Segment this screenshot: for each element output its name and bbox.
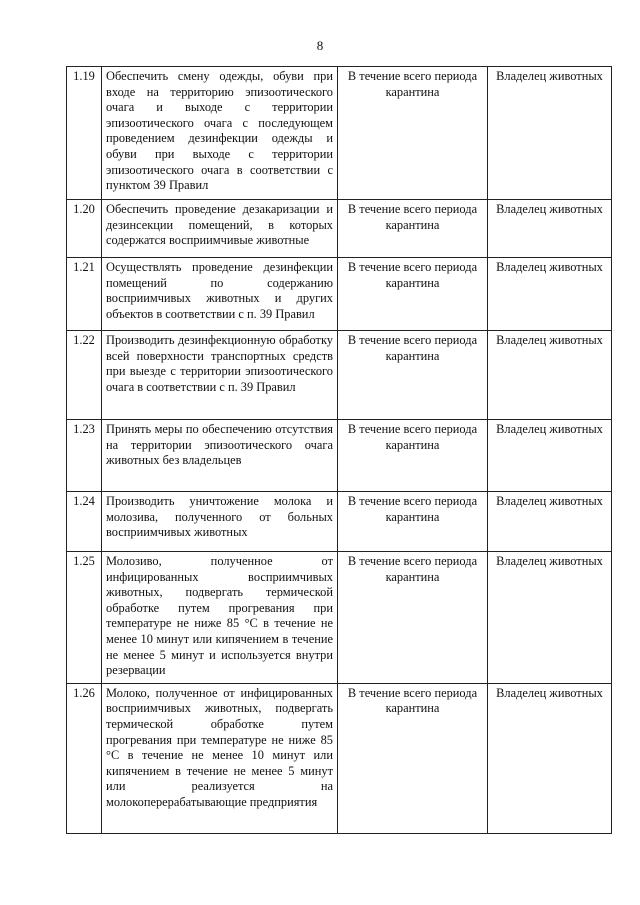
term-text: В течение всего периода карантина [338, 420, 488, 492]
term-text: В течение всего периода карантина [338, 331, 488, 420]
measures-table [66, 66, 612, 834]
responsible-text: Владелец животных [488, 200, 612, 258]
measure-text: Обеспечить смену одежды, обуви при входе на территорию эпизоотического очага и выходе с территории эпизоотического очага с последующем проведением дезинфекции одежды и обуви при выходе с территории эпизоотического очага в соответствии с пунктом 39 Правил [102, 67, 338, 200]
row-number: 1.24 [67, 492, 102, 552]
term-text: В течение всего периода карантина [338, 67, 488, 200]
responsible-text: Владелец животных [488, 67, 612, 200]
responsible-text: Владелец животных [488, 552, 612, 684]
table-row [67, 552, 612, 684]
measure-text: Молозиво, полученное от инфицированных восприимчивых животных, подвергать термической обработке путем прогревания при температуре не ниже 85 °С в течение не менее 10 минут или кипячением в течение не менее 5 минут и используется внутри резервации [102, 552, 338, 684]
row-number: 1.20 [67, 200, 102, 258]
term-text: В течение всего периода карантина [338, 683, 488, 833]
measure-text: Производить дезинфекционную обработку всей поверхности транспортных средств при выезде с территории эпизоотического очага в соответствии с п. 39 Правил [102, 331, 338, 420]
term-text: В течение всего периода карантина [338, 492, 488, 552]
row-number: 1.25 [67, 552, 102, 684]
table-row [67, 420, 612, 492]
table-row [67, 492, 612, 552]
responsible-text: Владелец животных [488, 683, 612, 833]
table-row [67, 200, 612, 258]
row-number: 1.22 [67, 331, 102, 420]
measure-text: Обеспечить проведение дезакаризации и дезинсекции помещений, в которых содержатся восприимчивые животные [102, 200, 338, 258]
row-number: 1.19 [67, 67, 102, 200]
measure-text: Осуществлять проведение дезинфекции помещений по содержанию восприимчивых животных и других объектов в соответствии с п. 39 Правил [102, 258, 338, 331]
table-row [67, 67, 612, 200]
row-number: 1.26 [67, 683, 102, 833]
responsible-text: Владелец животных [488, 258, 612, 331]
responsible-text: Владелец животных [488, 420, 612, 492]
table-row [67, 683, 612, 833]
responsible-text: Владелец животных [488, 331, 612, 420]
term-text: В течение всего периода карантина [338, 200, 488, 258]
table-row [67, 258, 612, 331]
measure-text: Принять меры по обеспечению отсутствия на территории эпизоотического очага животных без владельцев [102, 420, 338, 492]
measure-text: Производить уничтожение молока и молозива, полученного от больных восприимчивых животных [102, 492, 338, 552]
page-number: 8 [316, 38, 324, 53]
measure-text: Молоко, полученное от инфицированных восприимчивых животных, подвергать термической обработке путем прогревания при температуре не ниже 85 °С в течение не менее 10 минут или кипячением в течение не менее 5 минут или реализуется на молокоперерабатывающие предприятия [102, 683, 338, 833]
row-number: 1.23 [67, 420, 102, 492]
row-number: 1.21 [67, 258, 102, 331]
responsible-text: Владелец животных [488, 492, 612, 552]
term-text: В течение всего периода карантина [338, 258, 488, 331]
term-text: В течение всего периода карантина [338, 552, 488, 684]
table-row [67, 331, 612, 420]
